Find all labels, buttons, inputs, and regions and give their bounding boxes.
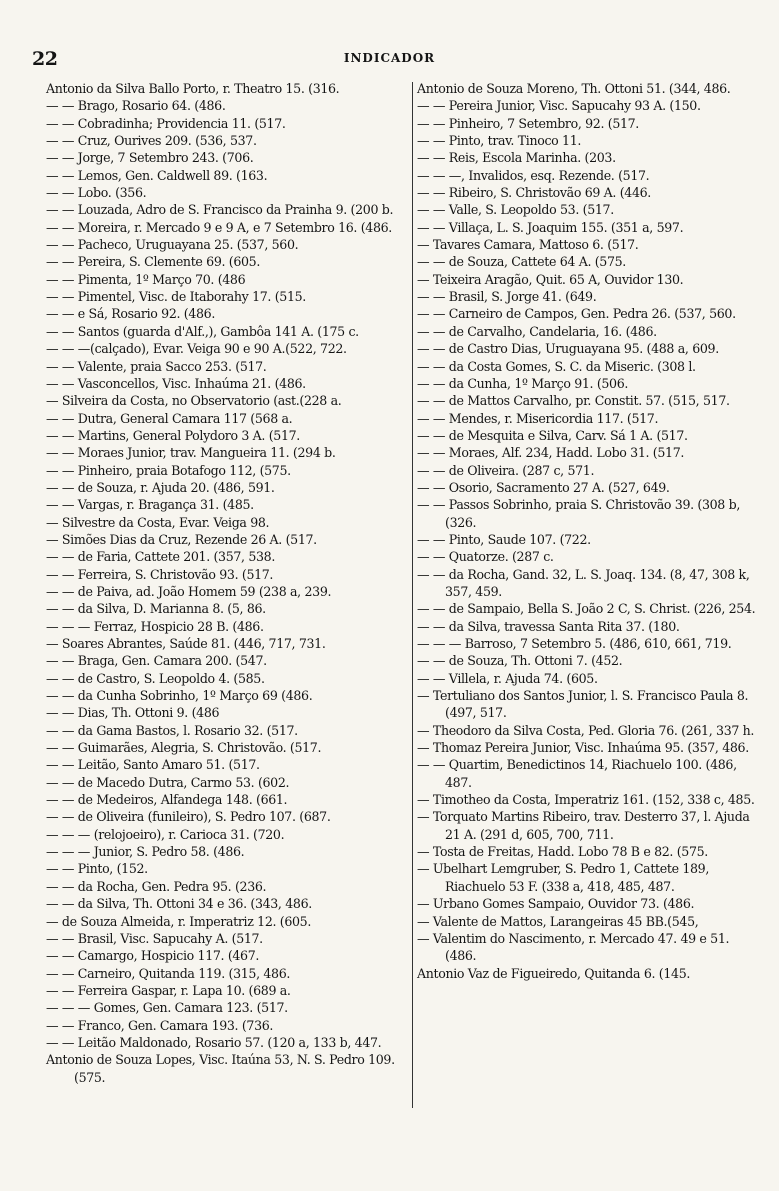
directory-entry: — Thomaz Pereira Junior, Visc. Inhaúma 95. (357, 486. xyxy=(417,740,749,756)
directory-entry: — — Moraes, Alf. 234, Hadd. Lobo 31. (517. xyxy=(417,445,685,461)
directory-entry: — Tavares Camara, Mattoso 6. (517. xyxy=(417,237,639,253)
directory-entry: — — Braga, Gen. Camara 200. (547. xyxy=(46,653,267,669)
directory-entry: — — Pereira, S. Clemente 69. (605. xyxy=(46,254,261,270)
directory-entry: — Torquato Martins Ribeiro, trav. Desterro 37, l. Ajuda 21 A. (291 d, 605, 700, 711. xyxy=(417,809,750,842)
directory-entry: — — de Medeiros, Alfandega 148. (661. xyxy=(46,792,288,808)
directory-entry: — — Brasil, S. Jorge 41. (649. xyxy=(417,289,597,305)
directory-entry: — Silvestre da Costa, Evar. Veiga 98. xyxy=(46,514,270,530)
directory-entry: — — Pereira Junior, Visc. Sapucahy 93 A. (150. xyxy=(417,98,701,114)
directory-entry: — — da Costa Gomes, S. C. da Miseric. (308 l. xyxy=(417,358,696,374)
directory-entry: — — de Faria, Cattete 201. (357, 538. xyxy=(46,549,275,565)
directory-entry: — — Franco, Gen. Camara 193. (736. xyxy=(46,1017,274,1033)
directory-entry: — Theodoro da Silva Costa, Ped. Gloria 76. (261, 337 h. xyxy=(417,722,755,738)
directory-entry: — — de Mattos Carvalho, pr. Constit. 57. (515, 517. xyxy=(417,393,730,409)
directory-entry: — — Moraes Junior, trav. Mangueira 11. (294 b. xyxy=(46,445,336,461)
directory-entry: — — Pinheiro, 7 Setembro, 92. (517. xyxy=(417,115,639,131)
directory-entry: — — Ferreira Gaspar, r. Lapa 10. (689 a. xyxy=(46,982,291,998)
page-number: 22 xyxy=(32,48,58,70)
directory-entry: — — da Silva, D. Marianna 8. (5, 86. xyxy=(46,601,266,617)
directory-entry: — — Vargas, r. Bragança 31. (485. xyxy=(46,497,254,513)
directory-entry: — — Martins, General Polydoro 3 A. (517. xyxy=(46,427,300,443)
directory-entry: — Timotheo da Costa, Imperatriz 161. (152, 338 c, 485. xyxy=(417,792,755,808)
directory-entry: — — Dias, Th. Ottoni 9. (486 xyxy=(46,705,220,721)
directory-entry: — — Pinto, (152. xyxy=(46,861,148,877)
directory-entry: — — Vasconcellos, Visc. Inhaúma 21. (486. xyxy=(46,375,306,391)
directory-entry: — — — Ferraz, Hospicio 28 B. (486. xyxy=(46,618,264,634)
directory-entry: — Valentim do Nascimento, r. Mercado 47. 49 e 51. (486. xyxy=(417,930,730,964)
directory-entry: — — Pinheiro, praia Botafogo 112, (575. xyxy=(46,462,291,478)
directory-entry: — — Pimentel, Visc. de Itaborahy 17. (515. xyxy=(46,289,306,305)
directory-entry: — — Villaça, L. S. Joaquim 155. (351 a, 597. xyxy=(417,219,684,235)
column-divider xyxy=(412,82,413,1108)
directory-entry: — — de Mesquita e Silva, Carv. Sá 1 A. (517. xyxy=(417,427,688,443)
directory-entry: — — —, Invalidos, esq. Rezende. (517. xyxy=(417,167,650,183)
directory-entry: — — Camargo, Hospicio 117. (467. xyxy=(46,948,260,964)
directory-entry: — — — Junior, S. Pedro 58. (486. xyxy=(46,844,245,860)
directory-entry: — Valente de Mattos, Larangeiras 45 BB.(545, xyxy=(417,913,699,929)
directory-entry: — — de Souza, r. Ajuda 20. (486, 591. xyxy=(46,479,275,495)
directory-entry: — — de Sampaio, Bella S. João 2 C, S. Christ. (226, 254. xyxy=(417,601,756,617)
directory-entry: Antonio de Souza Moreno, Th. Ottoni 51. (344, 486. xyxy=(417,81,731,96)
directory-entry: — Ubelhart Lemgruber, S. Pedro 1, Cattete 189, Riachuelo 53 F. (338 a, 418, 485, 487. xyxy=(417,861,709,894)
directory-entry: — — da Silva, Th. Ottoni 34 e 36. (343, 486. xyxy=(46,896,312,912)
directory-entry: — — Pinto, trav. Tinoco 11. xyxy=(417,133,582,149)
directory-entry: Antonio de Souza Lopes, Visc. Itaúna 53, N. S. Pedro 109. (575. xyxy=(46,1052,395,1085)
directory-entry: — — Quatorze. (287 c. xyxy=(417,549,554,565)
directory-entry: — Teixeira Aragão, Quit. 65 A, Ouvidor 130. xyxy=(417,271,684,287)
directory-entry: — — da Silva, travessa Santa Rita 37. (180. xyxy=(417,618,680,634)
directory-entry: — Urbano Gomes Sampaio, Ouvidor 73. (486. xyxy=(417,896,695,912)
directory-entry: — — Leitão Maldonado, Rosario 57. (120 a, 133 b, 447. xyxy=(46,1034,382,1050)
directory-entry: — Tosta de Freitas, Hadd. Lobo 78 B e 82. (575. xyxy=(417,844,708,860)
directory-entry: — — de Macedo Dutra, Carmo 53. (602. xyxy=(46,774,290,790)
directory-entry: — — Quartim, Benedictinos 14, Riachuelo 100. (486, 487. xyxy=(417,757,737,790)
directory-entry: — — de Souza, Cattete 64 A. (575. xyxy=(417,254,626,270)
directory-entry: — — — (relojoeiro), r. Carioca 31. (720. xyxy=(46,826,285,842)
directory-entry: — — Lemos, Gen. Caldwell 89. (163. xyxy=(46,167,268,183)
directory-entry: — — Ribeiro, S. Christovão 69 A. (446. xyxy=(417,185,651,201)
directory-entry: — — Villela, r. Ajuda 74. (605. xyxy=(417,670,598,686)
directory-entry: — — Pacheco, Uruguayana 25. (537, 560. xyxy=(46,237,299,253)
directory-entry: — — — Barroso, 7 Setembro 5. (486, 610, 661, 719. xyxy=(417,636,732,651)
right-column xyxy=(417,80,757,982)
directory-entry: — — de Castro Dias, Uruguayana 95. (488 a, 609. xyxy=(417,341,719,357)
directory-entry: — — de Souza, Th. Ottoni 7. (452. xyxy=(417,653,623,669)
directory-entry: — — Passos Sobrinho, praia S. Christovão 39. (308 b, (326. xyxy=(417,497,740,530)
directory-entry: — — Ferreira, S. Christovão 93. (517. xyxy=(46,566,274,582)
directory-entry: — — Reis, Escola Marinha. (203. xyxy=(417,150,616,166)
directory-entry: — Simões Dias da Cruz, Rezende 26 A. (517. xyxy=(46,531,317,547)
directory-entry: — — da Rocha, Gen. Pedra 95. (236. xyxy=(46,878,267,894)
directory-entry: — — Brasil, Visc. Sapucahy A. (517. xyxy=(46,930,263,946)
directory-entry: — — da Rocha, Gand. 32, L. S. Joaq. 134. (8, 47, 308 k, 357, 459. xyxy=(417,566,750,599)
directory-entry: — — Cruz, Ourives 209. (536, 537. xyxy=(46,133,257,149)
running-head: INDICADOR xyxy=(343,51,436,65)
directory-entry: — — Lobo. (356. xyxy=(46,185,147,201)
directory-entry: — — da Cunha, 1º Março 91. (506. xyxy=(417,375,629,391)
directory-entry: — — e Sá, Rosario 92. (486. xyxy=(46,306,215,322)
directory-entry: — — Santos (guarda d'Alf.,), Gambôa 141 A. (175 c. xyxy=(46,323,359,339)
directory-entry: — — de Paiva, ad. João Homem 59 (238 a, 239. xyxy=(46,583,332,599)
directory-entry: — — Carneiro, Quitanda 119. (315, 486. xyxy=(46,965,291,981)
directory-entry: — — Osorio, Sacramento 27 A. (527, 649. xyxy=(417,479,670,495)
directory-entry: Antonio Vaz de Figueiredo, Quitanda 6. (145. xyxy=(417,965,691,981)
directory-entry: — — Dutra, General Camara 117 (568 a. xyxy=(46,410,293,426)
directory-entry: — — Guimarães, Alegria, S. Christovão. (517. xyxy=(46,740,322,756)
directory-entry: — Tertuliano dos Santos Junior, l. S. Francisco Paula 8. (497, 517. xyxy=(417,688,749,721)
directory-entry: — — Carneiro de Campos, Gen. Pedra 26. (537, 560. xyxy=(417,306,736,322)
directory-entry: — — de Castro, S. Leopoldo 4. (585. xyxy=(46,670,265,686)
directory-entry: — — de Oliveira (funileiro), S. Pedro 107. (687. xyxy=(46,809,331,825)
directory-entry: — — de Oliveira. (287 c, 571. xyxy=(417,462,595,478)
directory-entry: Antonio da Silva Ballo Porto, r. Theatro 15. (316. xyxy=(46,81,340,96)
directory-entry: — — Louzada, Adro de S. Francisco da Prainha 9. (200 b. xyxy=(46,202,394,218)
directory-entry: — — da Gama Bastos, l. Rosario 32. (517. xyxy=(46,722,298,738)
directory-entry: — — da Cunha Sobrinho, 1º Março 69 (486. xyxy=(46,688,313,704)
directory-entry: — — Valente, praia Sacco 253. (517. xyxy=(46,358,267,374)
directory-entry: — de Souza Almeida, r. Imperatriz 12. (605. xyxy=(46,913,311,929)
directory-entry: — — Pinto, Saude 107. (722. xyxy=(417,531,591,547)
directory-entry: — — Brago, Rosario 64. (486. xyxy=(46,98,226,114)
directory-entry: — — de Carvalho, Candelaria, 16. (486. xyxy=(417,323,657,339)
directory-entry: — — Pimenta, 1º Março 70. (486 xyxy=(46,271,246,287)
directory-entry: — Silveira da Costa, no Observatorio (ast.(228 a. xyxy=(46,393,342,409)
directory-entry: — — — Gomes, Gen. Camara 123. (517. xyxy=(46,1000,288,1016)
directory-entry: — — Valle, S. Leopoldo 53. (517. xyxy=(417,202,614,218)
left-column xyxy=(46,80,411,1086)
directory-entry: — — Leitão, Santo Amaro 51. (517. xyxy=(46,757,260,773)
directory-entry: — — Mendes, r. Misericordia 117. (517. xyxy=(417,410,659,426)
directory-entry: — — Moreira, r. Mercado 9 e 9 A, e 7 Setembro 16. (486. xyxy=(46,219,392,235)
directory-entry: — — Jorge, 7 Setembro 243. (706. xyxy=(46,150,254,166)
directory-entry: — Soares Abrantes, Saúde 81. (446, 717, 731. xyxy=(46,636,326,651)
directory-entry: — — —(calçado), Evar. Veiga 90 e 90 A.(522, 722. xyxy=(46,341,347,357)
directory-entry: — — Cobradinha; Providencia 11. (517. xyxy=(46,115,286,131)
